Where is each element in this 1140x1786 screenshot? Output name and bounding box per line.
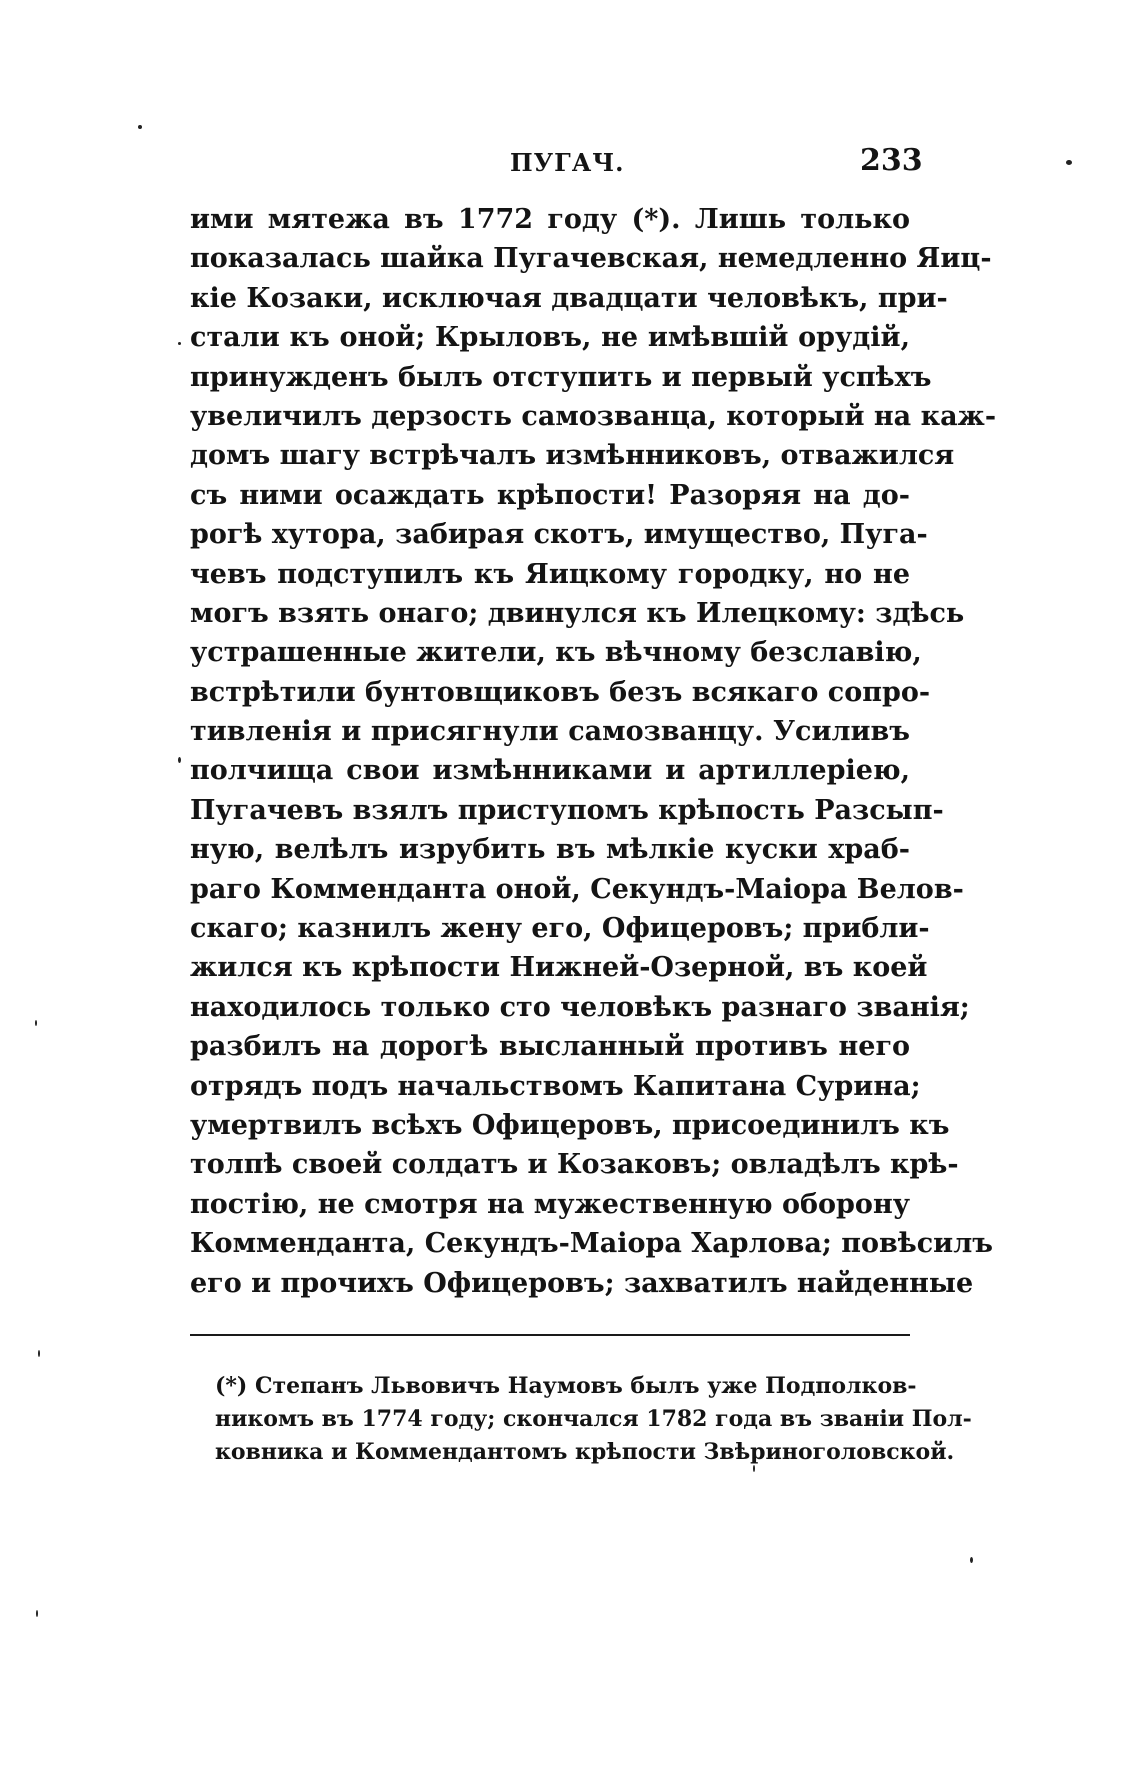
text-line: чевъ подступилъ къ Яицкому городку, но не — [190, 558, 910, 590]
text-line: принужденъ былъ отступить и первый успѣхъ — [190, 361, 932, 393]
text-line: умертвилъ всѣхъ Офицеровъ, присоединилъ къ — [190, 1109, 950, 1141]
text-line: полчища свои измѣнниками и артиллеріею, — [190, 755, 910, 787]
text-line: его и прочихъ Офицеровъ; захватилъ найденные — [190, 1267, 974, 1299]
text-line: показалась шайка Пугачевская, немедленно Яиц- — [190, 243, 992, 275]
text-line: увеличилъ дерзость самозванца, который на каж- — [190, 400, 997, 432]
text-line: домъ шагу встрѣчалъ измѣнниковъ, отважился — [190, 440, 955, 472]
text-line: Пугачевъ взялъ приступомъ крѣпость Разсып- — [190, 794, 944, 826]
scan-speck — [35, 1020, 37, 1026]
running-head: ПУГАЧ. — [510, 148, 625, 177]
page-number: 233 — [860, 143, 923, 178]
text-line: жился къ крѣпости Нижней-Озерной, въ коей — [190, 952, 928, 984]
text-line: устрашенные жители, къ вѣчному безславію, — [190, 637, 922, 669]
text-line: постію, не смотря на мужественную оборону — [190, 1188, 910, 1220]
footnote — [215, 1370, 972, 1469]
text-line: толпѣ своей солдатъ и Козаковъ; овладѣлъ крѣ- — [190, 1149, 959, 1181]
scan-speck — [36, 1610, 38, 1617]
scan-speck — [138, 125, 142, 129]
text-line: стали къ оной; Крыловъ, не имѣвшій орудій, — [190, 322, 910, 354]
scan-speck — [1066, 160, 1072, 165]
text-line: съ ними осаждать крѣпости! Разоряя на до- — [190, 479, 910, 511]
footnote-divider — [190, 1334, 910, 1336]
text-line: могъ взять онаго; двинулся къ Илецкому: здѣсь — [190, 597, 965, 629]
text-line: разбилъ на дорогѣ высланный противъ него — [190, 1031, 910, 1063]
text-line: Комменданта, Секундъ-Маіора Харлова; повѣсилъ — [190, 1228, 993, 1260]
scan-speck — [753, 1465, 755, 1472]
body-text — [190, 200, 997, 1303]
text-line: кіе Козаки, исключая двадцати человѣкъ, при- — [190, 282, 948, 314]
text-line: встрѣтили бунтовщиковъ безъ всякаго сопро- — [190, 676, 931, 708]
scan-speck — [38, 1350, 40, 1357]
text-line: ими мятежа въ 1772 году (*). Лишь только — [190, 204, 910, 235]
scan-speck — [970, 1557, 973, 1563]
footnote-line: ковника и Коммендантомъ крѣпости Звѣриноголовской. — [215, 1439, 955, 1465]
text-line: раго Комменданта оной, Секундъ-Маіора Велов- — [190, 873, 964, 905]
text-line: находилось только сто человѣкъ разнаго званія; — [190, 991, 970, 1023]
footnote-line: (*) Степанъ Львовичъ Наумовъ былъ уже Подполков- — [215, 1373, 917, 1399]
text-line: скаго; казнилъ жену его, Офицеровъ; прибли- — [190, 913, 930, 945]
footnote-line: никомъ въ 1774 году; скончался 1782 года въ званіи Пол- — [215, 1406, 972, 1432]
text-line: ную, велѣлъ изрубить въ мѣлкіе куски храб- — [190, 834, 910, 866]
scan-speck — [178, 342, 181, 345]
text-line: тивленія и присягнули самозванцу. Усиливъ — [190, 716, 910, 748]
text-line: рогѣ хутора, забирая скотъ, имущество, Пуга- — [190, 519, 928, 551]
text-line: отрядъ подъ начальствомъ Капитана Сурина; — [190, 1070, 921, 1102]
scan-speck — [178, 757, 181, 763]
